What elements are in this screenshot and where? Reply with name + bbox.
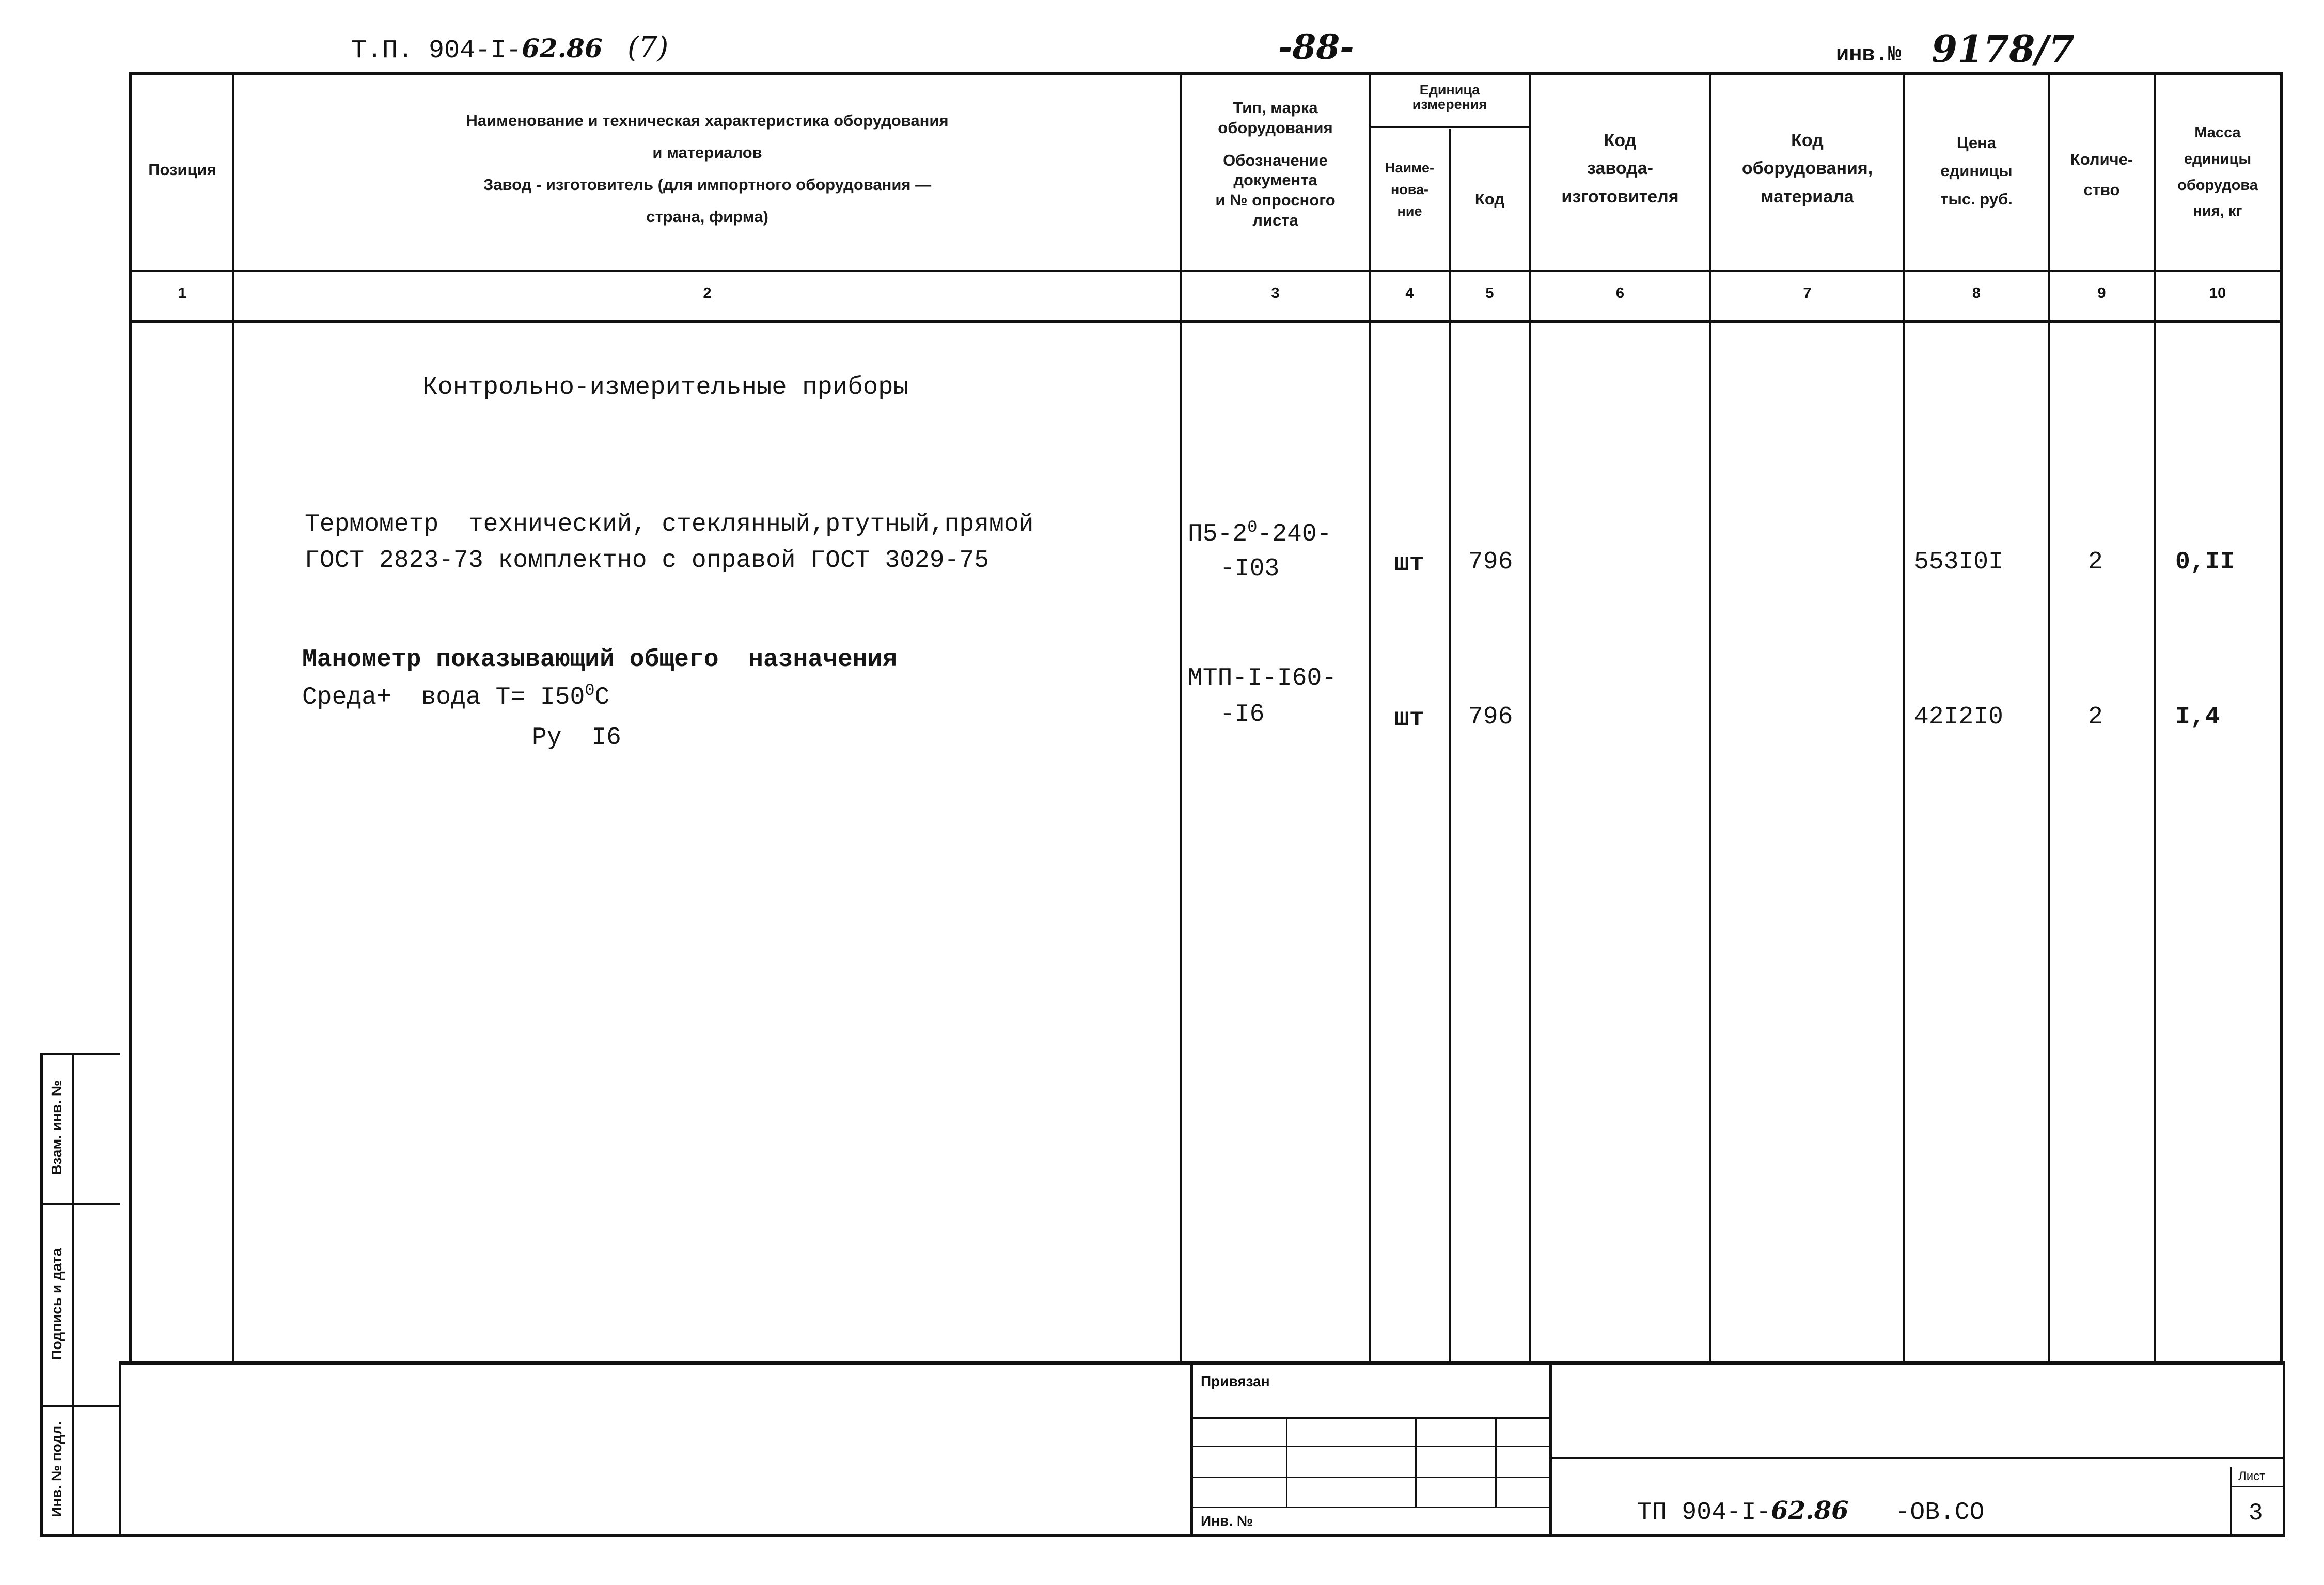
header-quantity-line2: ство <box>2083 180 2120 199</box>
row1-type-b: -240- <box>1257 520 1332 548</box>
header-mass-line3: оборудова <box>2177 177 2258 194</box>
row1-type-line2: -I03 <box>1220 555 1280 583</box>
header-type-line1: Тип, марка <box>1233 99 1318 117</box>
header-equipment-line1: Код <box>1791 131 1824 150</box>
header-type <box>1182 98 1369 231</box>
row1-type-a: П5-2 <box>1188 520 1248 548</box>
row1-name-line1: Термометр технический, стеклянный,ртутный,прямой <box>305 511 1034 538</box>
header-price-line3: тыс. руб. <box>1940 189 2013 208</box>
column-number: 3 <box>1271 285 1280 302</box>
inv-number: 9178/7 <box>1932 27 2075 71</box>
header-type-line3: Обозначение <box>1223 151 1328 169</box>
footer-inv-label: Инв. № <box>1201 1513 1253 1529</box>
doc-part: (7) <box>627 31 669 65</box>
sheet-number: 3 <box>2249 1500 2263 1527</box>
column-number: 4 <box>1405 285 1414 302</box>
footer-doc-code-b: 62.86 <box>1771 1496 1849 1525</box>
stamp-orig-inv: Инв. № подл. <box>49 1421 65 1517</box>
header-mass-line1: Масса <box>2194 124 2241 141</box>
section-title: Контрольно-измерительные приборы <box>422 373 908 402</box>
column-number: 6 <box>1615 285 1625 302</box>
header-type-line4: документа <box>1233 171 1317 189</box>
column-number: 8 <box>1972 285 1981 302</box>
table-row-1-mass: 0,II <box>2175 548 2235 576</box>
header-unit-name <box>1371 157 1449 223</box>
column-number: 5 <box>1485 285 1494 302</box>
header-maker-line3: изготовителя <box>1561 186 1679 207</box>
header-position: Позиция <box>148 161 216 179</box>
row2-name-line2-a: Среда+ вода Т= I50 <box>302 684 585 711</box>
page-number: -88- <box>1278 27 1354 67</box>
header-type-line2: оборудования <box>1218 118 1333 137</box>
column-number: 7 <box>1803 285 1812 302</box>
header-maker-line1: Код <box>1604 131 1637 150</box>
table-row-2-type <box>1188 661 1337 733</box>
header-equipment-code <box>1711 126 1903 211</box>
header-mass <box>2156 120 2280 225</box>
header-unit-name-line1: Наиме- <box>1385 160 1435 176</box>
header-unit-name-line3: ние <box>1397 203 1422 219</box>
bound-label: Привязан <box>1201 1373 1270 1389</box>
header-price-line1: Цена <box>1956 134 1997 152</box>
table-row-1-equipment-code: 553I0I <box>1914 548 2003 576</box>
table-row-1-type <box>1188 516 1331 587</box>
table-row-1-quantity: 2 <box>2088 548 2103 576</box>
header-type-line6: листа <box>1252 211 1298 229</box>
inv-label: инв.№ <box>1836 42 1902 67</box>
table-row-2-mass: I,4 <box>2175 703 2220 731</box>
table-row-2-unit-code: 796 <box>1468 703 1513 731</box>
table-row-2-unit: шт <box>1394 705 1424 733</box>
table-row-1-name <box>305 507 1033 579</box>
header-maker-line2: завода- <box>1587 158 1653 179</box>
header-name <box>234 108 1180 229</box>
header-quantity <box>2050 145 2154 205</box>
table-row-2-equipment-code: 42I2I0 <box>1914 703 2003 731</box>
column-number: 1 <box>178 285 187 302</box>
doc-code <box>351 33 603 66</box>
header-maker-code <box>1531 126 1709 211</box>
header-name-line1: Наименование и техническая характеристика оборудования <box>466 112 949 130</box>
stamp-replace-inv: Взам. инв. № <box>49 1080 65 1175</box>
table-row-1-unit: шт <box>1394 550 1424 578</box>
footer-doc-code <box>1637 1496 1984 1527</box>
column-number: 9 <box>2097 285 2106 302</box>
header-mass-line4: ния, кг <box>2193 203 2242 220</box>
column-number: 2 <box>703 285 712 302</box>
row2-name-line2-b: С <box>594 684 610 711</box>
stamp-sign-date: Подпись и дата <box>49 1248 65 1360</box>
header-price <box>1905 129 2048 213</box>
header-equipment-line3: материала <box>1761 186 1854 207</box>
header-equipment-line2: оборудования, <box>1741 158 1873 179</box>
header-price-line2: единицы <box>1940 162 2013 180</box>
header-unit-line2: измерения <box>1412 97 1487 113</box>
header-type-line5: и № опросного <box>1215 191 1336 209</box>
header-unit-line1: Единица <box>1419 82 1480 98</box>
header-unit-name-line2: нова- <box>1390 181 1429 197</box>
table-row-1-unit-code: 796 <box>1468 548 1513 576</box>
header-mass-line2: единицы <box>2184 150 2252 167</box>
row2-type-line1: МТП-I-I60- <box>1188 664 1337 692</box>
row2-name-line2-sup: 0 <box>585 681 595 700</box>
footer-doc-code-a: ТП 904-I- <box>1637 1499 1771 1527</box>
header-name-line2: и материалов <box>652 144 762 162</box>
column-number: 10 <box>2209 285 2226 302</box>
row2-name-line3: Ру I6 <box>532 724 621 752</box>
table-row-2-name <box>302 641 897 756</box>
header-name-line3: Завод - изготовитель (для импортного оборудования — <box>483 176 932 194</box>
doc-code-suffix: 62.86 <box>522 33 603 64</box>
footer-doc-code-c: -ОВ.СО <box>1895 1499 1985 1527</box>
header-unit-group <box>1371 83 1529 112</box>
row2-type-line2: -I6 <box>1220 700 1265 728</box>
row1-type-sup: 0 <box>1247 518 1258 537</box>
header-name-line4: страна, фирма) <box>646 208 768 226</box>
table-row-2-quantity: 2 <box>2088 703 2103 731</box>
row1-name-line2: ГОСТ 2823-73 комплектно с оправой ГОСТ 3029-75 <box>305 546 990 575</box>
doc-code-prefix: Т.П. 904-I- <box>351 36 522 66</box>
row2-name-line1: Манометр показывающий общего назначения <box>302 646 898 674</box>
header-unit-code: Код <box>1474 190 1505 208</box>
header-quantity-line1: Количе- <box>2070 150 2133 168</box>
sheet-label: Лист <box>2238 1469 2266 1483</box>
